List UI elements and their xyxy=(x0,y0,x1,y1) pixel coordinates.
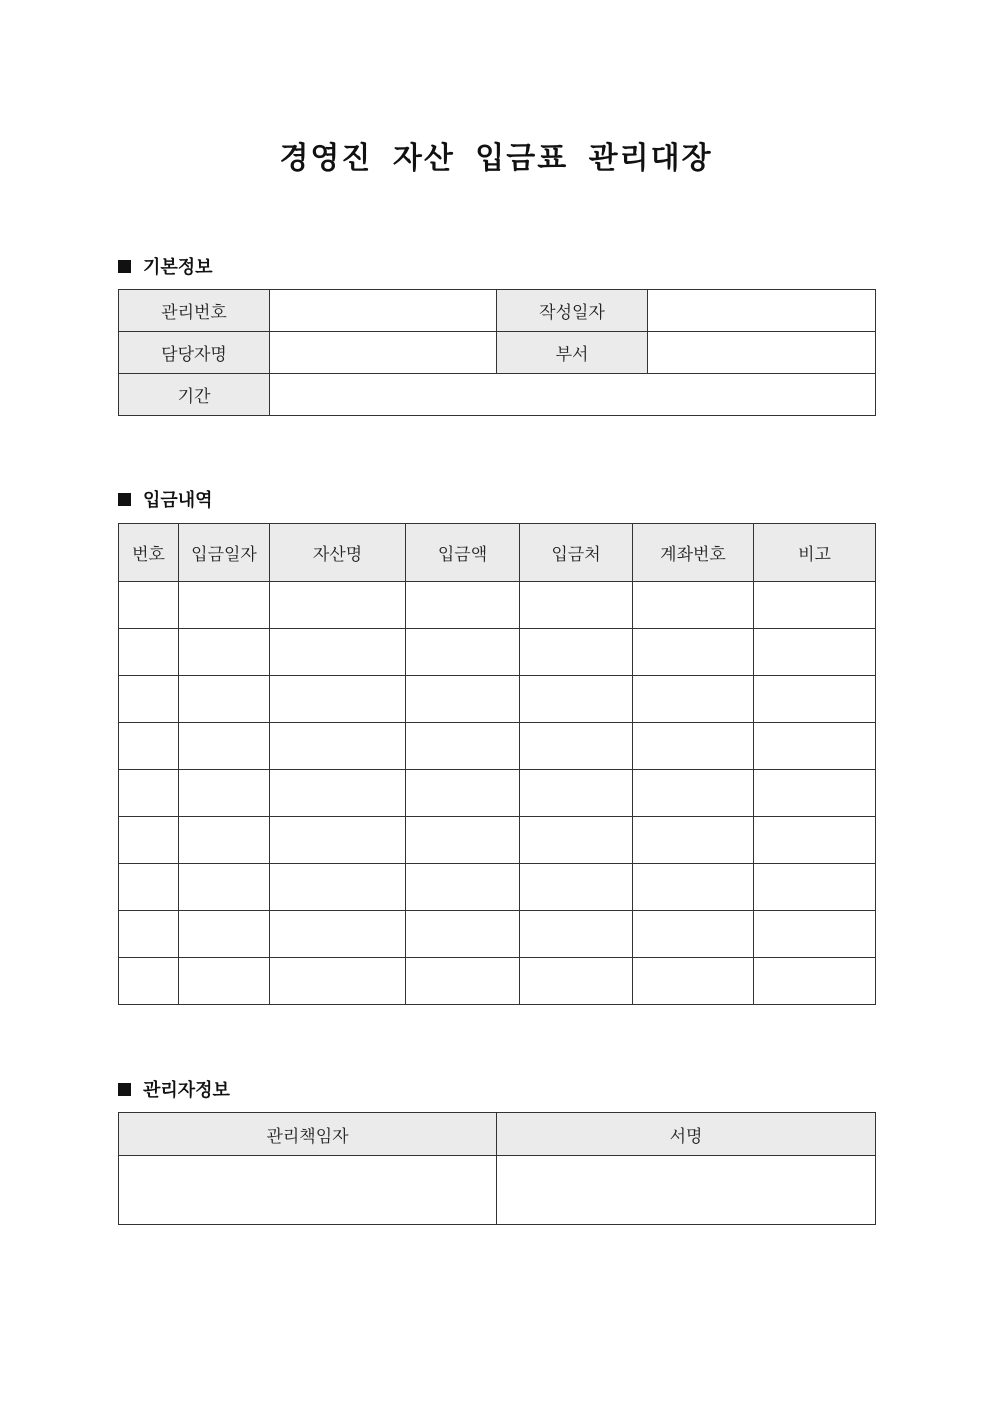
department-field[interactable] xyxy=(648,332,876,374)
management-no-label: 관리번호 xyxy=(119,290,270,332)
cell-asset-name[interactable] xyxy=(270,723,406,770)
cell-deposit-amount[interactable] xyxy=(406,723,520,770)
cell-number[interactable] xyxy=(119,911,179,958)
manager-info-table xyxy=(118,1112,876,1225)
cell-deposit-amount[interactable] xyxy=(406,582,520,629)
table-row xyxy=(119,864,876,911)
signature-field[interactable] xyxy=(497,1156,876,1225)
table-row xyxy=(119,723,876,770)
cell-remarks[interactable] xyxy=(754,817,876,864)
cell-depositor[interactable] xyxy=(520,629,633,676)
deposit-details-table xyxy=(118,523,876,1005)
table-row xyxy=(119,770,876,817)
cell-asset-name[interactable] xyxy=(270,676,406,723)
cell-number[interactable] xyxy=(119,817,179,864)
section-heading-basic-info xyxy=(118,253,213,279)
cell-account-number[interactable] xyxy=(633,723,754,770)
cell-remarks[interactable] xyxy=(754,629,876,676)
cell-number[interactable] xyxy=(119,864,179,911)
cell-deposit-date[interactable] xyxy=(179,629,270,676)
cell-number[interactable] xyxy=(119,723,179,770)
table-row xyxy=(119,676,876,723)
deposit-table-body xyxy=(119,582,876,1005)
cell-deposit-amount[interactable] xyxy=(406,770,520,817)
cell-deposit-date[interactable] xyxy=(179,582,270,629)
cell-account-number[interactable] xyxy=(633,582,754,629)
cell-number[interactable] xyxy=(119,629,179,676)
manager-field[interactable] xyxy=(119,1156,497,1225)
cell-depositor[interactable] xyxy=(520,676,633,723)
square-bullet-icon xyxy=(118,493,131,506)
cell-remarks[interactable] xyxy=(754,958,876,1005)
cell-deposit-date[interactable] xyxy=(179,723,270,770)
department-label: 부서 xyxy=(497,332,648,374)
section-heading-label: 입금내역 xyxy=(143,490,213,511)
table-row xyxy=(119,817,876,864)
column-header-remarks: 비고 xyxy=(754,524,876,582)
table-row xyxy=(119,332,876,374)
cell-deposit-date[interactable] xyxy=(179,817,270,864)
column-header-asset-name: 자산명 xyxy=(270,524,406,582)
cell-deposit-date[interactable] xyxy=(179,864,270,911)
column-header-deposit-amount: 입금액 xyxy=(406,524,520,582)
section-heading-label: 관리자정보 xyxy=(143,1080,230,1101)
table-row xyxy=(119,374,876,416)
cell-asset-name[interactable] xyxy=(270,817,406,864)
cell-asset-name[interactable] xyxy=(270,958,406,1005)
person-in-charge-label: 담당자명 xyxy=(119,332,270,374)
cell-remarks[interactable] xyxy=(754,864,876,911)
cell-depositor[interactable] xyxy=(520,958,633,1005)
table-header-row xyxy=(119,524,876,582)
cell-depositor[interactable] xyxy=(520,770,633,817)
square-bullet-icon xyxy=(118,1083,131,1096)
cell-account-number[interactable] xyxy=(633,629,754,676)
cell-depositor[interactable] xyxy=(520,723,633,770)
cell-account-number[interactable] xyxy=(633,864,754,911)
column-header-number: 번호 xyxy=(119,524,179,582)
cell-depositor[interactable] xyxy=(520,864,633,911)
cell-deposit-date[interactable] xyxy=(179,770,270,817)
column-header-account-number: 계좌번호 xyxy=(633,524,754,582)
cell-account-number[interactable] xyxy=(633,817,754,864)
cell-number[interactable] xyxy=(119,958,179,1005)
date-written-label: 작성일자 xyxy=(497,290,648,332)
cell-account-number[interactable] xyxy=(633,911,754,958)
cell-asset-name[interactable] xyxy=(270,911,406,958)
cell-deposit-amount[interactable] xyxy=(406,958,520,1005)
cell-asset-name[interactable] xyxy=(270,582,406,629)
cell-remarks[interactable] xyxy=(754,911,876,958)
column-header-manager: 관리책임자 xyxy=(119,1113,497,1156)
cell-deposit-amount[interactable] xyxy=(406,676,520,723)
cell-deposit-date[interactable] xyxy=(179,676,270,723)
cell-depositor[interactable] xyxy=(520,911,633,958)
cell-number[interactable] xyxy=(119,676,179,723)
cell-remarks[interactable] xyxy=(754,676,876,723)
column-header-signature: 서명 xyxy=(497,1113,876,1156)
section-heading-label: 기본정보 xyxy=(143,257,213,278)
cell-deposit-date[interactable] xyxy=(179,911,270,958)
cell-account-number[interactable] xyxy=(633,676,754,723)
cell-account-number[interactable] xyxy=(633,770,754,817)
section-heading-deposit-details xyxy=(118,486,213,512)
person-in-charge-field[interactable] xyxy=(270,332,497,374)
table-row xyxy=(119,290,876,332)
cell-deposit-amount[interactable] xyxy=(406,864,520,911)
cell-remarks[interactable] xyxy=(754,582,876,629)
cell-depositor[interactable] xyxy=(520,582,633,629)
cell-depositor[interactable] xyxy=(520,817,633,864)
table-row xyxy=(119,582,876,629)
cell-asset-name[interactable] xyxy=(270,770,406,817)
table-row xyxy=(119,958,876,1005)
cell-deposit-amount[interactable] xyxy=(406,911,520,958)
period-label: 기간 xyxy=(119,374,270,416)
cell-deposit-date[interactable] xyxy=(179,958,270,1005)
table-row xyxy=(119,911,876,958)
column-header-depositor: 입금처 xyxy=(520,524,633,582)
table-row xyxy=(119,629,876,676)
cell-account-number[interactable] xyxy=(633,958,754,1005)
page-title: 경영진 자산 입금표 관리대장 xyxy=(279,141,713,176)
cell-asset-name[interactable] xyxy=(270,629,406,676)
cell-number[interactable] xyxy=(119,770,179,817)
square-bullet-icon xyxy=(118,260,131,273)
basic-info-table xyxy=(118,289,876,416)
period-field[interactable] xyxy=(270,374,876,416)
cell-deposit-amount[interactable] xyxy=(406,629,520,676)
cell-number[interactable] xyxy=(119,582,179,629)
cell-remarks[interactable] xyxy=(754,770,876,817)
section-heading-manager-info xyxy=(118,1076,230,1102)
table-header-row xyxy=(119,1113,876,1156)
date-written-field[interactable] xyxy=(648,290,876,332)
cell-deposit-amount[interactable] xyxy=(406,817,520,864)
cell-asset-name[interactable] xyxy=(270,864,406,911)
cell-remarks[interactable] xyxy=(754,723,876,770)
management-no-field[interactable] xyxy=(270,290,497,332)
column-header-deposit-date: 입금일자 xyxy=(179,524,270,582)
table-row xyxy=(119,1156,876,1225)
